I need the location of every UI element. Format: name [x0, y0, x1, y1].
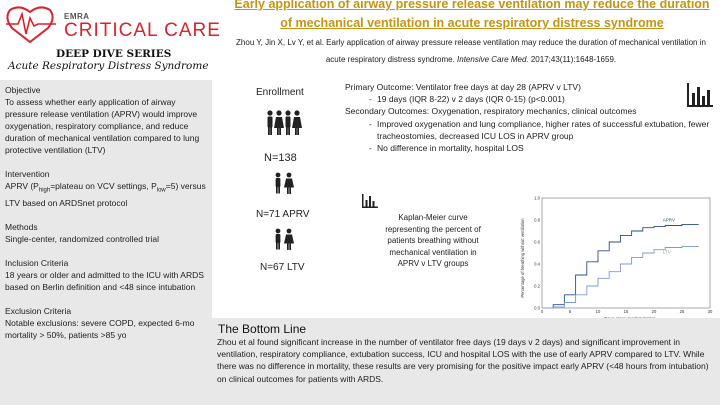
ekg-heart-icon — [4, 4, 58, 44]
objective-section — [5, 84, 207, 156]
bar-chart-icon — [687, 83, 713, 107]
km-series-label: LTV — [662, 249, 671, 255]
secondary-label: Secondary Outcomes: — [345, 106, 430, 117]
secondary-text: Oxygenation, respiratory mechanics, clinical outcomes — [431, 106, 637, 117]
citation-main: Zhou Y, Jin X, Lv Y, et al. Early application of airway pressure release ventilation may reduce the duration of mechanical ventilation in acute respiratory distress syndrome. — [236, 38, 706, 64]
kaplan-meier-chart — [518, 192, 716, 324]
inclusion-section — [5, 257, 207, 293]
km-y-tick: 0.4 — [534, 261, 540, 267]
article-title: Early application of airway pressure release ventilation may reduce the duration of mechanical ventilation in acute respiratory distress syndrome — [234, 0, 710, 30]
couple-icon — [274, 172, 294, 194]
brand-name: CRITICAL CARE — [64, 20, 221, 41]
km-series-label: APRV — [662, 217, 675, 223]
citation-journal: Intensive Care Med. — [457, 55, 529, 64]
inclusion-text: 18 years or older and admitted to the ICU with ARDS based on Berlin definition and <48 since intubation — [5, 269, 204, 292]
series-subtitle: Acute Respiratory Distress Syndrome — [8, 60, 209, 72]
bar-chart-icon — [362, 194, 378, 208]
enrollment-ltv: N=67 LTV — [260, 262, 305, 273]
secondary-outcome — [345, 105, 715, 117]
article-citation — [226, 34, 716, 68]
secondary-item: - Improved oxygenation and lung compliance, higher rates of successful extubation, fewer tracheostomies, decreased ICU LOS in APRV group — [369, 118, 710, 141]
citation-ref: 2017;43(11):1648-1659. — [530, 55, 617, 64]
brand-small: EMRA — [64, 12, 90, 21]
km-caption: Kaplan-Meier curve representing the percent of patients breathing without mechanical ventilation in APRV v LTV groups — [385, 213, 481, 268]
outcomes-section — [345, 81, 715, 154]
enrollment-total: N=138 — [264, 152, 297, 164]
km-plot-frame — [542, 198, 710, 308]
inclusion-title: Inclusion Criteria — [5, 257, 69, 268]
primary-outcome — [345, 81, 715, 93]
exclusion-text: Notable exclusions: severe COPD, expected 6-mo mortality > 50%, patients >85 yo — [5, 317, 195, 340]
primary-item: - 19 days (IQR 8-22) v 2 days (IQR 0-15) (p<0.001) — [369, 94, 565, 105]
methods-section — [5, 221, 207, 245]
primary-label: Primary Outcome: — [345, 82, 414, 92]
km-x-tick: 25 — [679, 309, 685, 314]
km-x-tick: 20 — [651, 309, 657, 314]
series-title: DEEP DIVE SERIES — [56, 48, 172, 60]
km-y-tick: 0.6 — [534, 239, 540, 245]
secondary-item: - No difference in mortality, hospital LOS — [369, 143, 524, 154]
objective-title: Objective — [5, 85, 41, 95]
km-x-tick: 30 — [707, 309, 713, 314]
bottom-line-title: The Bottom Line — [218, 322, 307, 336]
methods-title: Methods — [5, 221, 38, 232]
enrollment-label: Enrollment — [256, 87, 304, 98]
km-y-tick: 0.0 — [534, 305, 540, 311]
km-x-tick: 0 — [540, 309, 544, 314]
emra-critical-care-logo — [4, 2, 221, 48]
intervention-title: Intervention — [5, 169, 50, 179]
km-x-tick: 5 — [568, 309, 572, 314]
km-y-tick: 1.0 — [534, 195, 540, 201]
km-ylabel: Percentage of breathing without ventilation — [520, 218, 525, 298]
exclusion-section — [5, 305, 207, 341]
intervention-section — [5, 168, 207, 209]
couple-icon — [274, 228, 294, 250]
km-y-tick: 0.2 — [534, 283, 540, 289]
primary-text: Ventilator free days at day 28 (APRV v LTV) — [415, 82, 581, 92]
exclusion-title: Exclusion Criteria — [5, 305, 72, 316]
bottom-line-text: Zhou et al found significant increase in the number of ventilator free days (19 days v 2 days) and significant improvement in ventilation, respiratory compliance, extubation success, ICU and hospital LOS with the use of early APRV compared to LTV. While there was no difference in mortality, these results are very promising for the positive impact early APRV (<48 hours from intubation) on clinical outcomes for patients with ARDS. — [217, 337, 709, 384]
methods-text: Single-center, randomized controlled trial — [5, 233, 160, 244]
study-details-panel — [0, 80, 212, 405]
km-x-tick: 10 — [595, 309, 601, 314]
km-y-tick: 0.8 — [534, 217, 540, 223]
km-x-tick: 15 — [623, 309, 629, 314]
objective-text: To assess whether early application of airway pressure release ventilation (APRV) would improve oxygenation, respiratory compliance, and reduce duration of mechanical ventilation compared to lung protective ventilation (LTV) — [5, 97, 200, 155]
enrollment-aprv: N=71 APRV — [256, 209, 310, 220]
people-group-icon — [266, 110, 302, 136]
intervention-text: APRV ($P_{high}=plateau$ on VCV settings, $P_{low}=5$) versus LTV based on ARDSnet protocol — [5, 181, 206, 208]
